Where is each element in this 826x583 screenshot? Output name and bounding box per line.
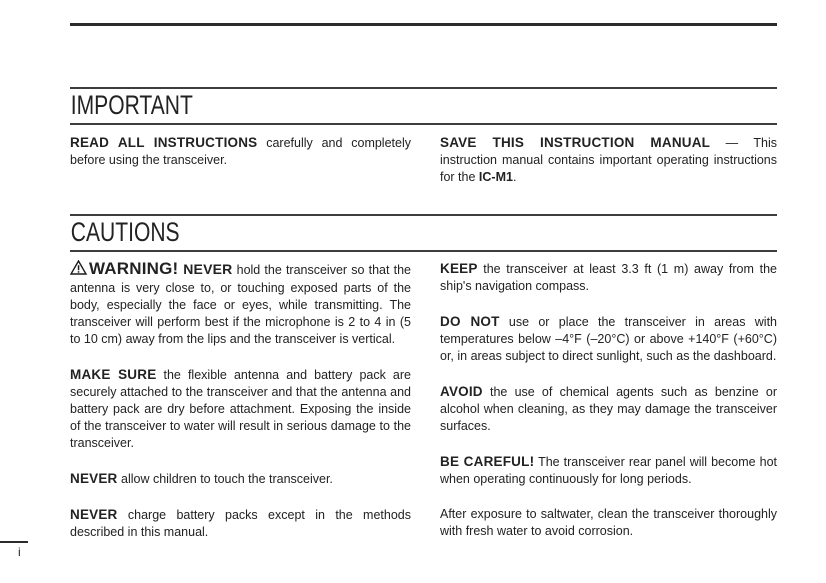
- be-careful-body: The transceiver rear panel will become hot when operating continuously for long periods.: [440, 455, 777, 486]
- important-heading: IMPORTANT: [70, 90, 193, 120]
- warning-paragraph: [70, 260, 411, 348]
- read-all-lead: READ ALL INSTRUCTIONS: [70, 135, 258, 150]
- avoid-body: the use of chemical agents such as benzine or alcohol when cleaning, as they may damage the transceiver surfaces.: [440, 385, 777, 433]
- important-right-column: [440, 134, 777, 204]
- do-not-body: use or place the transceiver in areas with temperatures below –4°F (–20°C) or above +140°F (+60°C) or, in areas subject to direct sunlight, such as the dashboard.: [440, 315, 777, 363]
- warning-label: WARNING!: [89, 259, 179, 278]
- make-sure-paragraph: [70, 366, 411, 452]
- warning-body: hold the transceiver so that the antenna is very close to, or touching exposed parts of the body, especially the face or eyes, while transmitting. The transceiver will perform best if the microphone is 2 to 4 in (5 to 10 cm) away from the lips and the transceiver is vertical.: [70, 263, 411, 346]
- read-all-body: carefully and completely before using the transceiver.: [70, 136, 411, 167]
- keep-body: the transceiver at least 3.3 ft (1 m) away from the ship's navigation compass.: [440, 262, 777, 293]
- do-not-lead: DO NOT: [440, 314, 500, 329]
- avoid-paragraph: [440, 383, 777, 435]
- save-manual-lead: SAVE THIS INSTRUCTION MANUAL: [440, 135, 711, 150]
- be-careful-lead: BE CAREFUL!: [440, 454, 535, 469]
- important-heading-block: [70, 87, 777, 125]
- keep-lead: KEEP: [440, 261, 478, 276]
- model-name: IC-M1: [478, 170, 513, 184]
- cautions-left-column: [70, 260, 411, 559]
- read-all-instructions-paragraph: [70, 134, 411, 169]
- be-careful-paragraph: [440, 453, 777, 488]
- never-charge-body: charge battery packs except in the methods described in this manual.: [70, 508, 411, 539]
- save-manual-paragraph: [440, 134, 777, 186]
- do-not-paragraph: [440, 313, 777, 365]
- page-number: i: [18, 545, 21, 559]
- cautions-heading-block: [70, 214, 777, 252]
- never-charge-lead: NEVER: [70, 507, 118, 522]
- save-manual-tail: .: [512, 170, 517, 184]
- never-children-body: allow children to touch the transceiver.: [117, 472, 333, 486]
- important-left-column: [70, 134, 411, 187]
- saltwater-body: After exposure to saltwater, clean the transceiver thoroughly with fresh water to avoid corrosion.: [440, 507, 777, 538]
- avoid-lead: AVOID: [440, 384, 483, 399]
- make-sure-lead: MAKE SURE: [70, 367, 157, 382]
- top-rule: [70, 23, 777, 26]
- save-manual-body: — This instruction manual contains important operating instructions for the: [440, 136, 777, 184]
- keep-paragraph: [440, 260, 777, 295]
- never-children-lead: NEVER: [70, 471, 118, 486]
- footer-rule: [0, 541, 28, 543]
- warning-triangle-icon: [70, 260, 87, 280]
- saltwater-paragraph: [440, 506, 777, 540]
- cautions-heading: CAUTIONS: [70, 217, 180, 247]
- never-charge-paragraph: [70, 506, 411, 541]
- cautions-right-column: [440, 260, 777, 558]
- never-children-paragraph: [70, 470, 411, 488]
- warning-never-label: NEVER: [178, 261, 233, 277]
- make-sure-body: the flexible antenna and battery pack are securely attached to the transceiver and that the antenna and battery pack are dry before attachment. Exposing the inside of the transceiver to water will result in serious damage to the transceiver.: [70, 368, 411, 450]
